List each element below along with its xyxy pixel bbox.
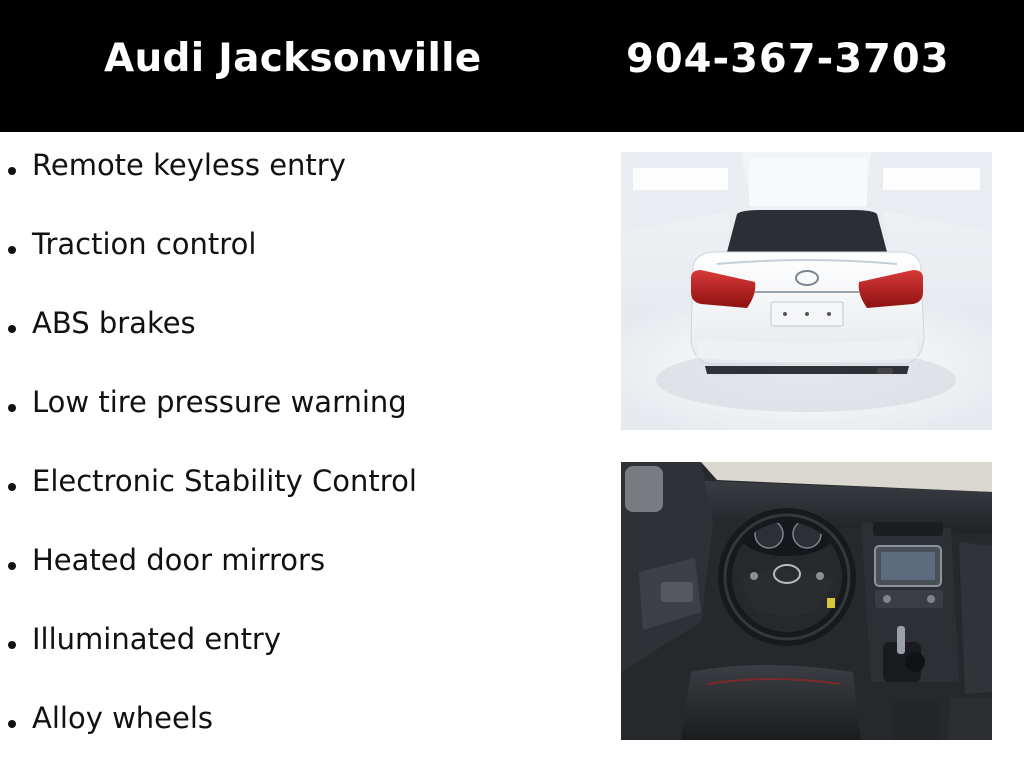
- feature-text: Remote keyless entry: [32, 147, 346, 182]
- bullet-icon: [8, 641, 16, 649]
- car-rear-photo[interactable]: [621, 152, 992, 430]
- feature-item: [8, 140, 346, 190]
- bullet-icon: [8, 483, 16, 491]
- feature-text: Electronic Stability Control: [32, 463, 417, 498]
- bullet-icon: [8, 325, 16, 333]
- bullet-icon: [8, 167, 16, 175]
- bullet-icon: [8, 720, 16, 728]
- feature-text: Alloy wheels: [32, 700, 214, 735]
- feature-item: [8, 219, 256, 269]
- feature-item: [8, 456, 417, 506]
- car-rear-illustration: [621, 152, 992, 430]
- feature-text: Heated door mirrors: [32, 542, 326, 577]
- bullet-icon: [8, 404, 16, 412]
- feature-item: [8, 377, 407, 427]
- dealer-name: Audi Jacksonville: [104, 36, 482, 81]
- feature-item: [8, 614, 281, 664]
- feature-text: Traction control: [32, 226, 257, 261]
- bullet-icon: [8, 246, 16, 254]
- feature-item: [8, 298, 196, 348]
- car-interior-photo[interactable]: [621, 462, 992, 740]
- feature-text: Illuminated entry: [32, 621, 282, 656]
- feature-text: ABS brakes: [32, 305, 196, 340]
- feature-item: [8, 693, 213, 743]
- feature-text: Low tire pressure warning: [32, 384, 407, 419]
- bullet-icon: [8, 562, 16, 570]
- header-bar: [0, 0, 1024, 132]
- feature-item: [8, 535, 325, 585]
- dealer-phone[interactable]: 904-367-3703: [626, 36, 950, 82]
- car-interior-illustration: [621, 462, 992, 740]
